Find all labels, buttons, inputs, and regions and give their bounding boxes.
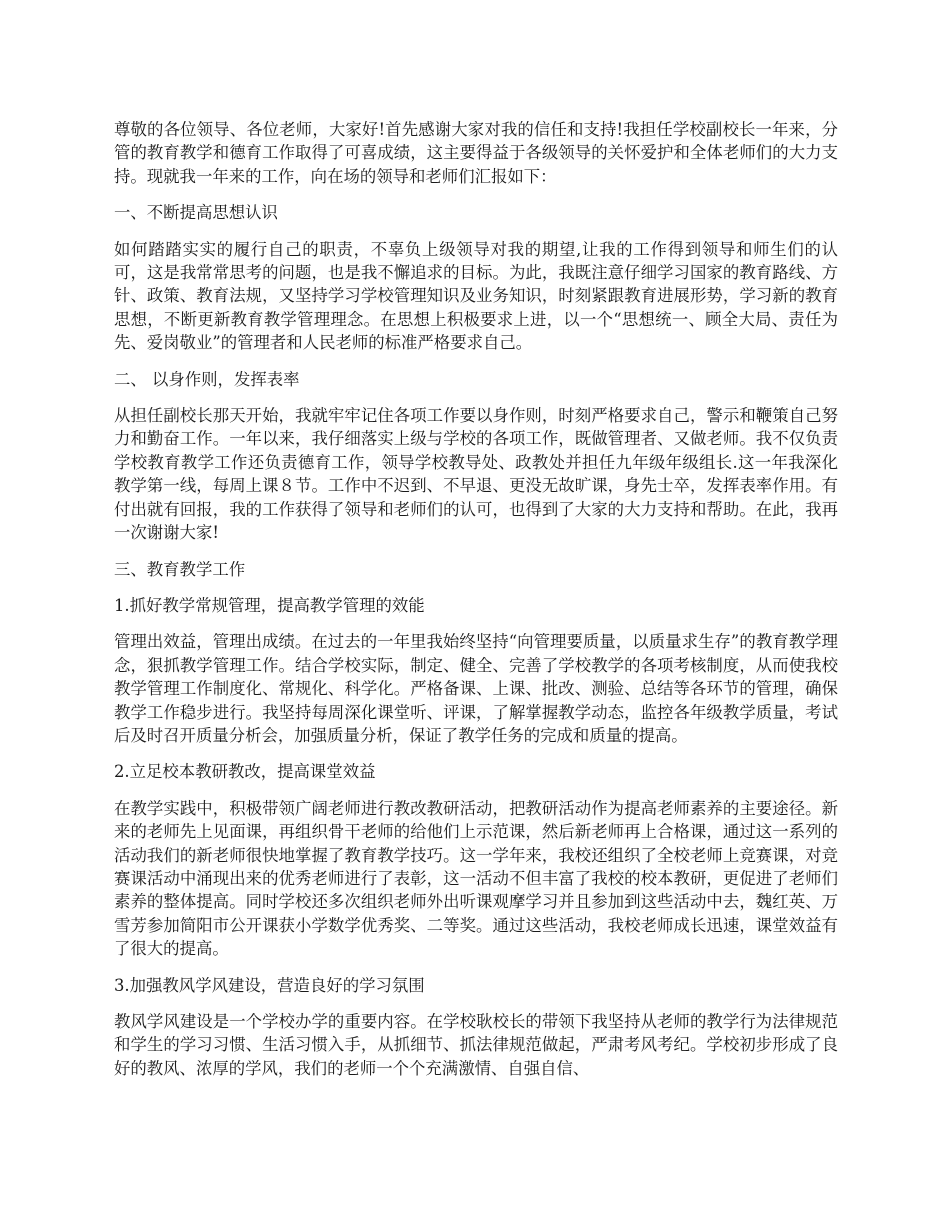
section-heading-1: 一、不断提高思想认识 [114, 203, 278, 223]
section-heading-3: 三、教育教学工作 [114, 559, 246, 579]
subsection-heading-3-2: 2.立足校本教研教改，提高课堂效益 [114, 762, 376, 782]
subsection-3-3-paragraph: 教风学风建设是一个学校办学的重要内容。在学校耿校长的带领下我坚持从老师的教学行为法律规范和学生的学习习惯、生活习惯入手，从抓细节、抓法律规范做起，严肃考风考纪。学校初步形成了良好的教风、浓厚的学风，我们的老师一个个充满激情、自强自信、 [114, 1012, 838, 1078]
subsection-heading-3-1: 1.抓好教学常规管理，提高教学管理的效能 [114, 595, 425, 615]
section-1-paragraph: 如何踏踏实实的履行自己的职责，不辜负上级领导对我的期望,让我的工作得到领导和师生们的认可，这是我常常思考的问题，也是我不懈追求的目标。为此，我既注意仔细学习国家的教育路线、方针、政策、教育法规，又坚持学习学校管理知识及业务知识，时刻紧跟教育进展形势，学习新的教育思想，不断更新教育教学管理理念。在思想上积极要求上进，以一个“思想统一、顾全大局、责任为先、爱岗敬业”的管理者和人民老师的标准严格要求自己。 [114, 239, 838, 353]
section-2-paragraph: 从担任副校长那天开始，我就牢牢记住各项工作要以身作则，时刻严格要求自己，警示和鞭策自己努力和勤奋工作。一年以来，我仔细落实上级与学校的各项工作，既做管理者、又做老师。我不仅负责学校教育教学工作还负责德育工作，领导学校教导处、政教处并担任九年级年级组长.这一年我深化教学第一线，每周上课８节。工作中不迟到、不早退、更没无故旷课，身先士卒，发挥表率作用。有付出就有回报，我的工作获得了领导和老师们的认可，也得到了大家的大力支持和帮助。在此，我再一次谢谢大家! [114, 406, 838, 543]
intro-paragraph: 尊敬的各位领导、各位老师，大家好!首先感谢大家对我的信任和支持!我担任学校副校长一年来，分管的教育教学和德育工作取得了可喜成绩，这主要得益于各级领导的关怀爱护和全体老师们的大力支持。现就我一年来的工作，向在场的领导和老师们汇报如下： [114, 120, 838, 186]
subsection-3-2-paragraph: 在教学实践中，积极带领广阔老师进行教改教研活动，把教研活动作为提高老师素养的主要途径。新来的老师先上见面课，再组织骨干老师的给他们上示范课，然后新老师再上合格课，通过这一系列的活动我们的新老师很快地掌握了教育教学技巧。这一学年来，我校还组织了全校老师上竞赛课，对竞赛课活动中涌现出来的优秀老师进行了表彰，这一活动不但丰富了我校的校本教研，更促进了老师们素养的整体提高。同时学校还多次组织老师外出听课观摩学习并且参加到这些活动中去，魏红英、万雪芳参加简阳市公开课获小学数学优秀奖、二等奖。通过这些活动，我校老师成长迅速，课堂效益有了很大的提高。 [114, 798, 838, 959]
document-body [114, 118, 838, 1093]
subsection-3-1-paragraph: 管理出效益，管理出成绩。在过去的一年里我始终坚持“向管理要质量，以质量求生存”的教育教学理念，狠抓教学管理工作。结合学校实际，制定、健全、完善了学校教学的各项考核制度，从而使我校教学管理工作制度化、常规化、科学化。严格备课、上课、批改、测验、总结等各环节的管理，确保教学工作稳步进行。我坚持每周深化课堂听、评课，了解掌握教学动态，监控各年级教学质量，考试后及时召开质量分析会，加强质量分析，保证了教学任务的完成和质量的提高。 [114, 632, 838, 745]
section-heading-2: 二、 以身作则，发挥表率 [114, 369, 300, 389]
subsection-heading-3-3: 3.加强教风学风建设，营造良好的学习氛围 [114, 975, 425, 995]
